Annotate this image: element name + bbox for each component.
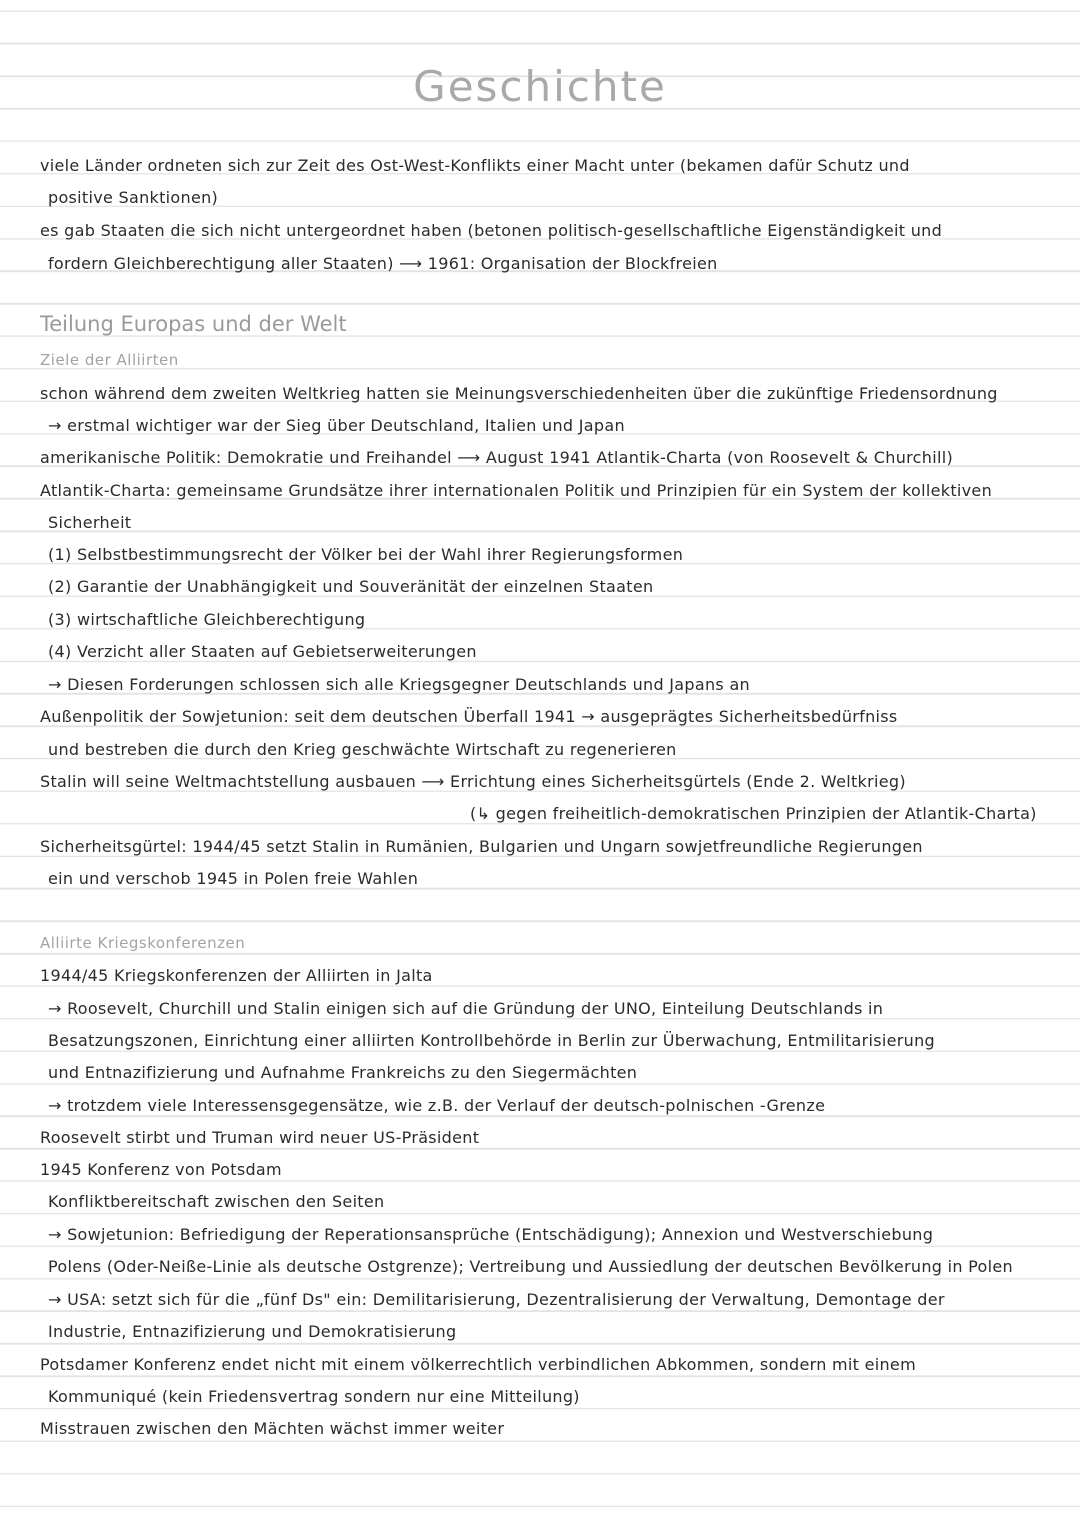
note-line: Sicherheit	[48, 513, 132, 532]
note-line: · amerikanische Politik: Demokratie und Freihandel ⟶ August 1941 Atlantik-Charta (von Roosevelt & Churchill)	[40, 448, 1040, 468]
note-line: ein und verschob 1945 in Polen freie Wahlen	[48, 869, 419, 888]
note-line: · Außenpolitik der Sowjetunion: seit dem deutschen Überfall 1941 → ausgeprägtes Sicherheitsbedürfniss	[40, 707, 1040, 727]
note-line: (2) Garantie der Unabhängigkeit und Souveränität der einzelnen Staaten	[48, 577, 654, 596]
note-line: · Potsdamer Konferenz endet nicht mit einem völkerrechtlich verbindlichen Abkommen, sondern mit einem	[40, 1355, 1040, 1375]
note-line: → Sowjetunion: Befriedigung der Reperationsansprüche (Entschädigung); Annexion und Westverschiebung	[48, 1225, 934, 1244]
note-line: · Misstrauen zwischen den Mächten wächst immer weiter	[40, 1419, 1040, 1439]
note-line: und Entnazifizierung und Aufnahme Frankreichs zu den Siegermächten	[48, 1063, 638, 1082]
section-heading: Teilung Europas und der Welt	[40, 312, 347, 336]
note-line: · es gab Staaten die sich nicht untergeordnet haben (betonen politisch-gesellschaftliche Eigenständigkeit und	[40, 221, 1040, 241]
note-line: · 1944/45 Kriegskonferenzen der Alliirten in Jalta	[40, 966, 1040, 986]
note-line: Besatzungszonen, Einrichtung einer alliirten Kontrollbehörde in Berlin zur Überwachung, Entmilitarisierung	[48, 1031, 936, 1050]
note-line: · Sicherheitsgürtel: 1944/45 setzt Stalin in Rumänien, Bulgarien und Ungarn sowjetfreundliche Regierungen	[40, 837, 1040, 857]
page-title: Geschichte	[413, 62, 667, 111]
note-line: → Diesen Forderungen schlossen sich alle Kriegsgegner Deutschlands und Japans an	[48, 675, 750, 694]
note-line: · Atlantik-Charta: gemeinsame Grundsätze ihrer internationalen Politik und Prinzipien für ein System der kollektiven	[40, 481, 1040, 501]
note-line: → USA: setzt sich für die „fünf Ds" ein: Demilitarisierung, Dezentralisierung der Verwaltung, Demontage der	[48, 1290, 945, 1309]
section-subheading: Ziele der Alliirten	[40, 351, 179, 369]
note-line: (3) wirtschaftliche Gleichberechtigung	[48, 610, 366, 629]
note-line: → Roosevelt, Churchill und Stalin einigen sich auf die Gründung der UNO, Einteilung Deutschlands in	[48, 999, 884, 1018]
note-line: und bestreben die durch den Krieg geschwächte Wirtschaft zu regenerieren	[48, 740, 677, 759]
note-line: · viele Länder ordneten sich zur Zeit des Ost-West-Konflikts einer Macht unter (bekamen dafür Schutz und	[40, 156, 1040, 176]
note-line: → erstmal wichtiger war der Sieg über Deutschland, Italien und Japan	[48, 416, 625, 435]
note-line: fordern Gleichberechtigung aller Staaten) ⟶ 1961: Organisation der Blockfreien	[48, 254, 718, 273]
note-line: · Roosevelt stirbt und Truman wird neuer US-Präsident	[40, 1128, 1040, 1148]
note-line: Industrie, Entnazifizierung und Demokratisierung	[48, 1322, 457, 1341]
section-subheading: Alliirte Kriegskonferenzen	[40, 934, 246, 952]
note-line: · Stalin will seine Weltmachtstellung ausbauen ⟶ Errichtung eines Sicherheitsgürtels (Ende 2. Weltkrieg)	[40, 772, 1040, 792]
note-line: (4) Verzicht aller Staaten auf Gebietserweiterungen	[48, 642, 477, 661]
note-line: Kommuniqué (kein Friedensvertrag sondern nur eine Mitteilung)	[48, 1387, 580, 1406]
note-line: Polens (Oder-Neiße-Linie als deutsche Ostgrenze); Vertreibung und Aussiedlung der deutschen Bevölkerung in Polen	[48, 1257, 1013, 1276]
note-line: · 1945 Konferenz von Potsdam	[40, 1160, 1040, 1180]
note-line: → trotzdem viele Interessensgegensätze, wie z.B. der Verlauf der deutsch-polnischen -Grenze	[48, 1096, 826, 1115]
note-line: (1) Selbstbestimmungsrecht der Völker bei der Wahl ihrer Regierungsformen	[48, 545, 684, 564]
note-line: Konfliktbereitschaft zwischen den Seiten	[48, 1192, 385, 1211]
note-line: · schon während dem zweiten Weltkrieg hatten sie Meinungsverschiedenheiten über die zukünftige Friedensordnung	[40, 384, 1040, 404]
note-line: (↳ gegen freiheitlich-demokratischen Prinzipien der Atlantik-Charta)	[470, 804, 1037, 823]
note-line: positive Sanktionen)	[48, 188, 219, 207]
